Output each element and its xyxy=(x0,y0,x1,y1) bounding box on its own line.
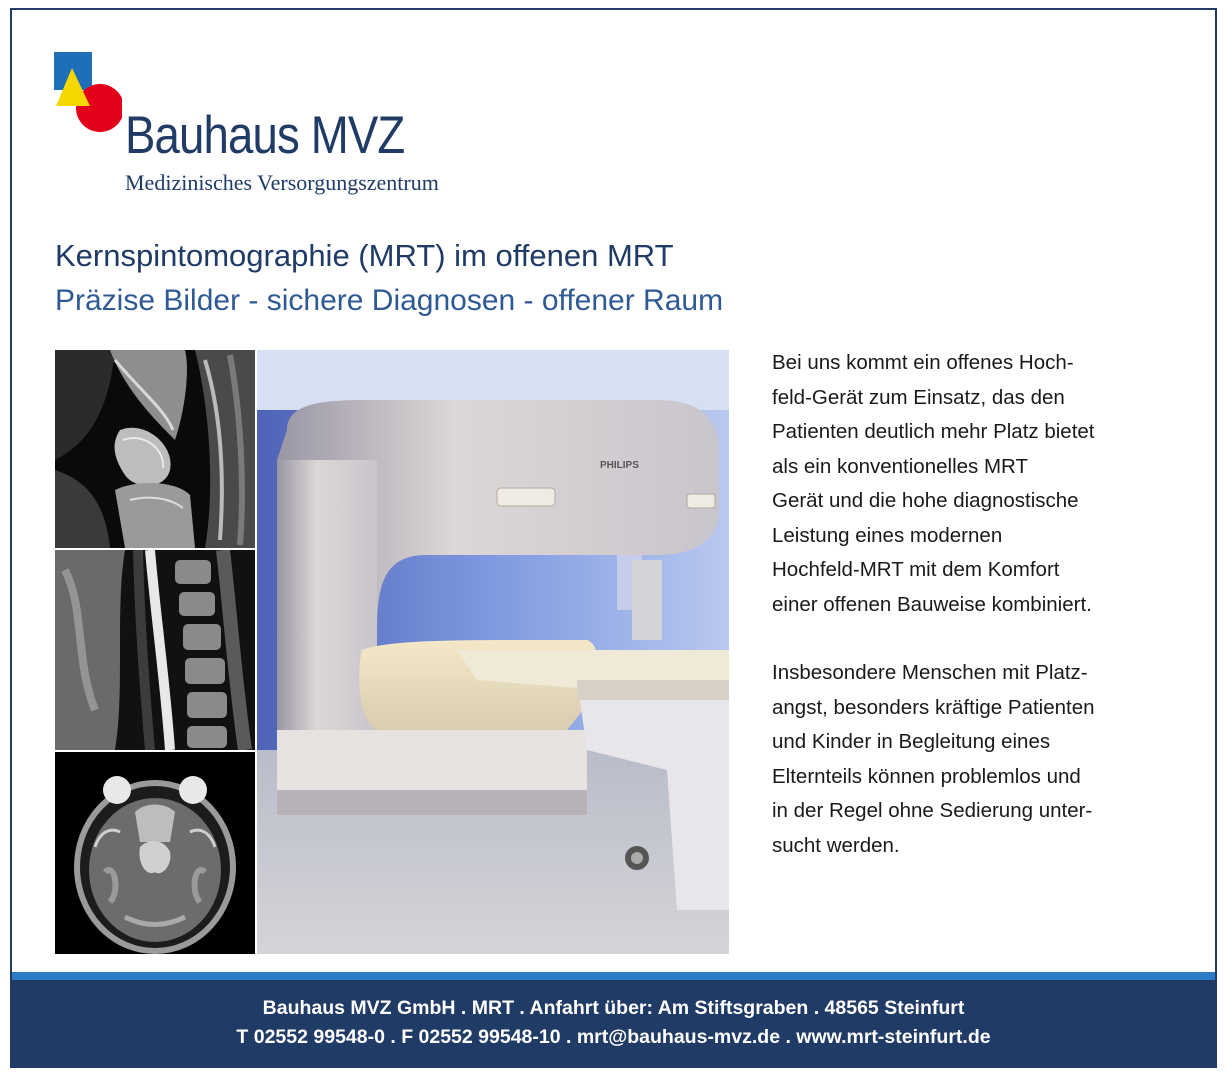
text-line: sucht werden. xyxy=(772,833,900,857)
paragraph-1 xyxy=(772,346,1192,622)
brain-mri-icon xyxy=(55,752,255,954)
brand-subtitle: Medizinisches Versorgungszentrum xyxy=(125,170,439,195)
scanner-brand-label: PHILIPS xyxy=(600,460,639,471)
text-line: Bei uns kommt ein offenes Hoch- xyxy=(772,351,1074,374)
text-line: Hochfeld-MRT mit dem Komfort xyxy=(772,558,1060,581)
ad-frame xyxy=(10,8,1217,1068)
knee-mri-icon xyxy=(55,350,255,548)
open-mri-scanner-icon xyxy=(257,350,729,954)
brain-mri-image xyxy=(55,752,255,954)
brand-name: Bauhaus MVZ xyxy=(125,106,405,165)
footer-stripe xyxy=(12,972,1215,980)
page-title: Kernspintomographie (MRT) im offenen MRT xyxy=(55,238,674,273)
text-line: und Kinder in Begleitung eines xyxy=(772,730,1051,753)
text-line: Insbesondere Menschen mit Platz- xyxy=(772,661,1088,684)
footer-contact-line: T 02552 99548-0 . F 02552 99548-10 . mrt@bauhaus-mvz.de . www.mrt-steinfurt.de xyxy=(236,1026,991,1048)
open-mri-scanner-image xyxy=(257,350,729,954)
text-line: feld-Gerät zum Einsatz, das den xyxy=(772,385,1065,409)
description-text xyxy=(772,346,1192,863)
footer-contact xyxy=(12,980,1215,1068)
paragraph-gap xyxy=(772,622,1192,656)
text-line: Patienten deutlich mehr Platz bietet xyxy=(772,420,1095,443)
text-line: in der Regel ohne Sedierung unter- xyxy=(772,799,1093,822)
knee-mri-image xyxy=(55,350,255,548)
text-line: einer offenen Bauweise kombiniert. xyxy=(772,592,1092,616)
spine-mri-image xyxy=(55,550,255,750)
text-line: Elternteils können problemlos und xyxy=(772,764,1081,788)
bauhaus-logo-icon xyxy=(52,50,122,140)
text-line: angst, besonders kräftige Patienten xyxy=(772,695,1095,719)
text-line: Gerät und die hohe diagnostische xyxy=(772,489,1079,512)
text-line: als ein konventionelles MRT xyxy=(772,454,1028,478)
paragraph-2 xyxy=(772,656,1192,863)
spine-mri-icon xyxy=(55,550,255,750)
page-subtitle: Präzise Bilder - sichere Diagnosen - offener Raum xyxy=(55,284,724,317)
footer-address: Bauhaus MVZ GmbH . MRT . Anfahrt über: Am Stiftsgraben . 48565 Steinfurt xyxy=(262,997,965,1019)
text-line: Leistung eines modernen xyxy=(772,523,1003,547)
